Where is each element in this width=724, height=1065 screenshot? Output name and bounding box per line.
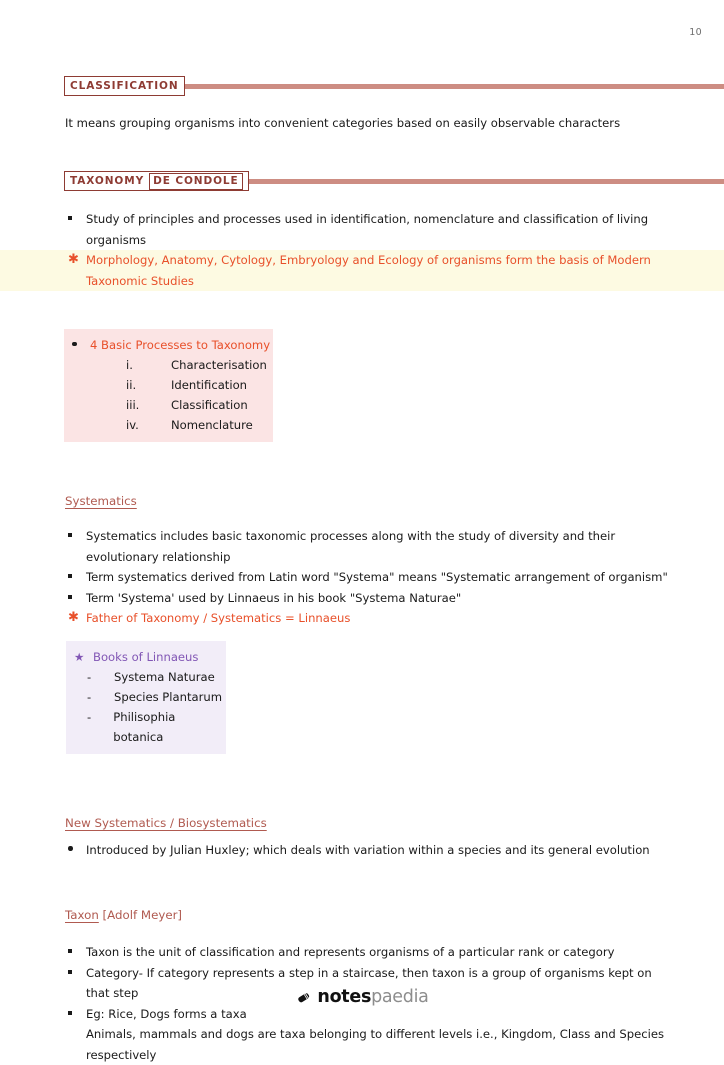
taxon-heading-label: Taxon — [65, 908, 99, 922]
taxonomy-bullet-list — [0, 209, 724, 291]
spacer-before-taxon — [0, 860, 724, 898]
list-item-text: Term systematics derived from Latin word "Systema" means "Systematic arrangement of organism" — [86, 570, 668, 584]
spacer-before-new-systematics-2 — [0, 792, 724, 814]
square-bullet-icon — [68, 588, 82, 609]
footer-logo-text — [317, 986, 429, 1007]
processes-box-item-number: i. — [126, 358, 133, 372]
list-item — [0, 209, 724, 250]
spacer-before-systematics — [0, 442, 724, 480]
books-box-title-row — [66, 647, 226, 667]
systematics-heading-label: Systematics — [65, 494, 137, 508]
square-bullet-icon — [68, 963, 82, 984]
spacer-top-2 — [0, 38, 724, 76]
processes-box-item-label: Nomenclature — [171, 418, 253, 432]
list-item — [0, 588, 724, 609]
spacer-before-books-box — [0, 629, 724, 641]
processes-box-item — [64, 395, 273, 415]
section-title-classification-label: CLASSIFICATION — [70, 80, 179, 92]
list-item-text: Category- If category represents a step in a staircase, then taxon is a group of organisms kept on that step — [86, 965, 652, 1000]
list-item — [0, 250, 724, 291]
list-item-text: Systematics includes basic taxonomic processes along with the study of diversity and their evolutionary relationship — [86, 529, 616, 564]
books-box-item-label: Species Plantarum — [114, 689, 223, 704]
books-box-item — [66, 687, 226, 707]
list-item-text: Morphology, Anatomy, Cytology, Embryology and Ecology of organisms form the basis of Modern Taxonomic Studies — [86, 253, 651, 288]
processes-box-item — [64, 375, 273, 395]
list-item-text: Introduced by Julian Huxley; which deals with variation within a species and its general evolution — [86, 842, 650, 857]
list-item — [0, 526, 724, 567]
section-title-taxonomy — [64, 171, 249, 191]
spacer-top — [0, 0, 724, 38]
square-bullet-icon — [68, 209, 82, 230]
processes-box-title-row — [64, 335, 273, 355]
spacer-before-systematics-2 — [0, 480, 724, 492]
taxon-continuation-text: Animals, mammals and dogs are taxa belonging to different levels i.e., Kingdom, Class and Species respectively — [86, 1027, 665, 1062]
spacer-after-new-systematics-heading — [0, 832, 724, 840]
processes-box-item-number: iv. — [126, 418, 139, 432]
dash-bullet-icon: - — [87, 689, 92, 704]
processes-box-title: 4 Basic Processes to Taxonomy — [90, 338, 271, 352]
spacer-after-classification-header — [0, 96, 724, 114]
list-item — [0, 1004, 724, 1025]
new-systematics-bullet-list — [0, 840, 724, 861]
spacer-before-processes-box — [0, 291, 724, 329]
spacer-after-taxon-heading — [0, 924, 724, 942]
taxon-bullet-list — [0, 942, 724, 1024]
list-item — [0, 942, 724, 963]
books-box-title: Books of Linnaeus — [93, 649, 199, 664]
round-bullet-icon — [72, 335, 77, 355]
spacer-before-taxonomy — [0, 133, 724, 171]
square-bullet-icon — [68, 567, 82, 588]
systematics-bullet-list — [0, 526, 724, 629]
spacer-before-taxon-2 — [0, 898, 724, 906]
round-bullet-icon — [68, 840, 82, 861]
systematics-heading — [0, 492, 724, 510]
square-bullet-icon — [68, 1004, 82, 1025]
books-callout-box — [66, 641, 226, 754]
section-header-classification — [0, 76, 724, 96]
taxon-heading-suffix: [Adolf Meyer] — [102, 908, 183, 922]
processes-box-item-label: Classification — [171, 398, 248, 412]
list-item-text: Taxon is the unit of classification and represents organisms of a particular rank or category — [86, 945, 615, 959]
list-item-text: Eg: Rice, Dogs forms a taxa — [86, 1006, 247, 1021]
footer-logo — [0, 986, 724, 1007]
new-systematics-heading — [0, 814, 724, 832]
new-systematics-heading-label: New Systematics / Biosystematics — [65, 815, 267, 830]
books-box-item-label: Systema Naturae — [114, 669, 215, 684]
asterisk-bullet-icon: ✱ — [68, 610, 79, 625]
spacer-after-systematics-heading — [0, 510, 724, 526]
list-item-text: Study of principles and processes used in identification, nomenclature and classification of living organisms — [86, 212, 649, 247]
spacer-after-taxonomy-header — [0, 191, 724, 209]
processes-box-item — [64, 355, 273, 375]
spacer-before-new-systematics — [0, 754, 724, 792]
dash-bullet-icon: - — [87, 709, 92, 724]
list-item — [0, 840, 724, 861]
processes-box-item-label: Identification — [171, 378, 248, 392]
page-number: 10 — [689, 27, 702, 38]
list-item-text: Father of Taxonomy / Systematics = Linnaeus — [86, 611, 351, 625]
processes-callout-box — [64, 329, 273, 442]
list-item-text: Term 'Systema' used by Linnaeus in his book "Systema Naturae" — [86, 590, 462, 605]
section-title-classification — [64, 76, 185, 96]
books-box-item — [66, 667, 226, 687]
section-header-taxonomy — [0, 171, 724, 191]
list-item — [0, 567, 724, 588]
processes-box-item-number: ii. — [126, 378, 137, 392]
section-title-taxonomy-label: TAXONOMY — [70, 175, 145, 187]
taxon-heading — [0, 906, 724, 924]
square-bullet-icon — [68, 942, 82, 963]
asterisk-bullet-icon: ✱ — [68, 252, 79, 267]
footer-logo-bold: notes — [317, 986, 372, 1007]
books-box-item-label: Philisophia botanica — [113, 709, 176, 744]
dash-bullet-icon: - — [87, 669, 92, 684]
notespaedia-eraser-icon — [295, 989, 312, 1006]
processes-box-item-label: Characterisation — [171, 358, 267, 372]
section-title-taxonomy-sublabel: DE CONDOLE — [149, 173, 242, 190]
list-item — [0, 608, 724, 629]
books-box-item — [66, 707, 226, 747]
footer-logo-light: paedia — [371, 986, 429, 1007]
star-bullet-icon: ★ — [74, 649, 85, 664]
classification-paragraph: It means grouping organisms into convenient categories based on easily observable characters — [65, 116, 621, 130]
processes-box-item-number: iii. — [126, 398, 140, 412]
processes-box-item — [64, 415, 273, 435]
square-bullet-icon — [68, 526, 82, 547]
